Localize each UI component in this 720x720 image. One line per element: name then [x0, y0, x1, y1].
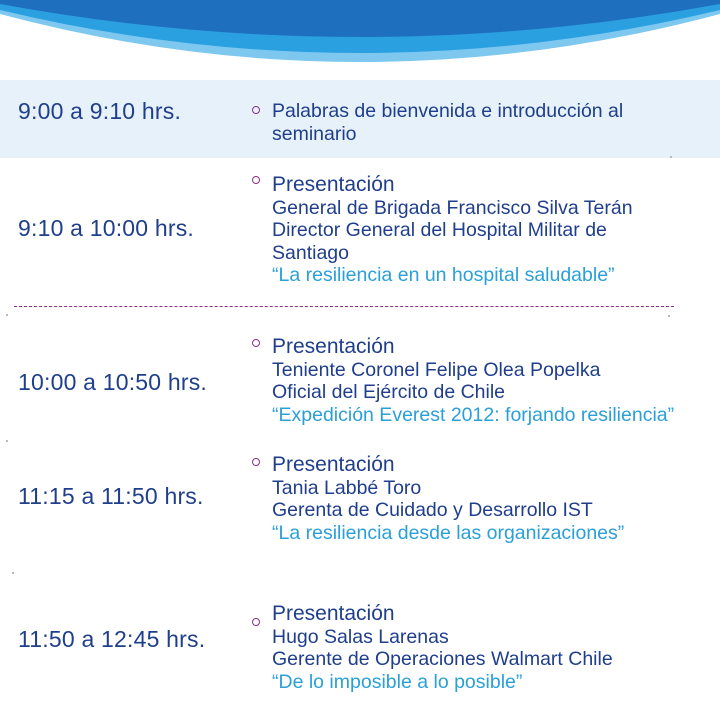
session-content	[272, 336, 718, 426]
session-content	[272, 454, 718, 544]
bullet-icon	[252, 339, 260, 347]
bullet-icon	[252, 618, 260, 626]
time-slot: 9:00 a 9:10 hrs.	[18, 98, 182, 124]
session-content	[272, 174, 652, 287]
session-quote: “La resiliencia en un hospital saludable”	[272, 264, 615, 286]
decorative-dot	[668, 315, 670, 317]
speaker-role: Director General del Hospital Militar de Santiago	[272, 219, 607, 264]
session-label: Presentación	[272, 335, 395, 358]
decorative-dot	[670, 156, 672, 158]
bullet-icon	[252, 458, 260, 466]
session-quote: “De lo imposible a lo posible”	[272, 670, 523, 693]
speaker-role: Oficial del Ejército de Chile	[272, 381, 506, 403]
bullet-icon	[252, 176, 260, 184]
session-label: Presentación	[272, 602, 395, 625]
schedule-row-presentation-2	[0, 322, 720, 442]
speaker-name: General de Brigada Francisco Silva Terán	[272, 196, 633, 219]
time-slot: 9:10 a 10:00 hrs.	[18, 215, 195, 241]
schedule-row-welcome	[0, 80, 720, 158]
section-divider	[14, 306, 674, 307]
session-content	[272, 603, 718, 693]
schedule-row-presentation-3	[0, 445, 720, 565]
bullet-icon	[252, 106, 260, 114]
decorative-dot	[6, 314, 8, 316]
speaker-role: Gerenta de Cuidado y Desarrollo IST	[272, 499, 593, 521]
session-line: seminario	[272, 122, 357, 145]
speaker-role: Gerente de Operaciones Walmart Chile	[272, 648, 613, 670]
session-content	[272, 100, 718, 145]
decorative-dot	[6, 440, 8, 442]
speaker-name: Teniente Coronel Felipe Olea Popelka	[272, 358, 601, 381]
time-slot: 11:50 a 12:45 hrs.	[18, 626, 206, 652]
session-quote: “La resiliencia desde las organizaciones”	[272, 521, 625, 544]
header-wave-banner	[0, 0, 720, 80]
speaker-name: Tania Labbé Toro	[272, 476, 422, 499]
session-quote: “Expedición Everest 2012: forjando resiliencia”	[272, 403, 675, 426]
schedule-row-presentation-4	[0, 595, 720, 715]
speaker-name: Hugo Salas Larenas	[272, 625, 449, 648]
decorative-dot	[12, 572, 14, 574]
session-label: Presentación	[272, 173, 395, 196]
session-label: Presentación	[272, 453, 395, 476]
schedule-row-presentation-1	[0, 160, 720, 305]
time-slot: 11:15 a 11:50 hrs.	[18, 483, 204, 509]
time-slot: 10:00 a 10:50 hrs.	[18, 369, 208, 395]
session-line: Palabras de bienvenida e introducción al	[272, 100, 624, 122]
